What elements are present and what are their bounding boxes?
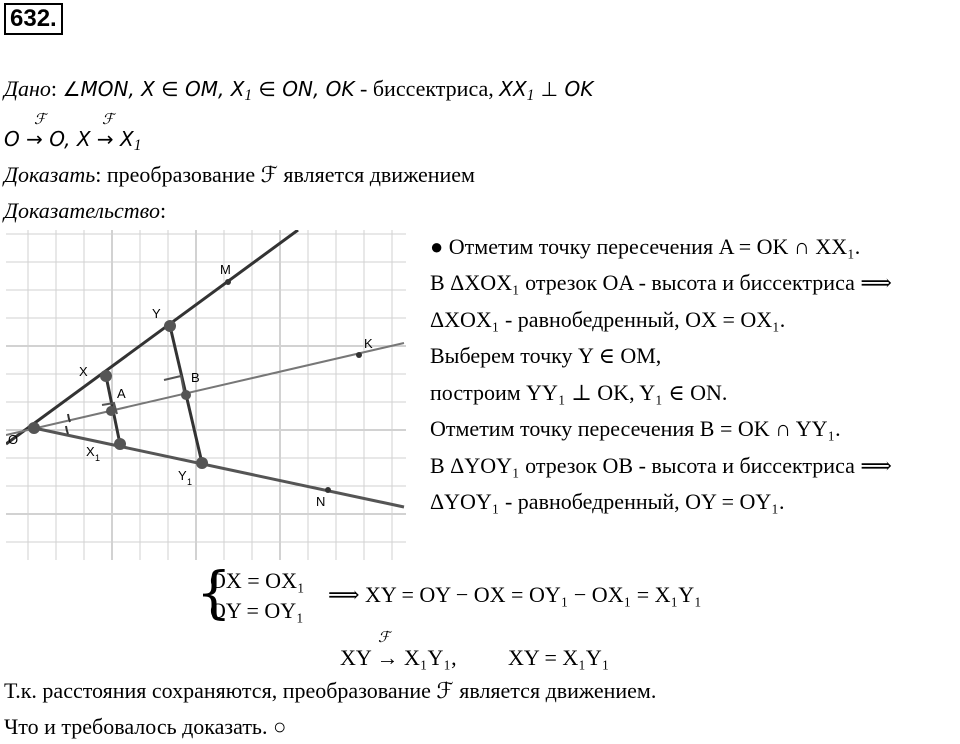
prove-line xyxy=(4,160,475,190)
point-y1 xyxy=(196,457,208,469)
label-y1-sub: 1 xyxy=(187,477,193,487)
mapping-f2: ℱ xyxy=(102,112,114,128)
proof-line-3: ΔXOX₁ - равнобедренный, OX = OX₁. xyxy=(430,307,786,332)
point-b xyxy=(181,390,191,400)
mapping2-right: XY = X₁Y₁ xyxy=(508,645,610,670)
proof-line-5: построим YY₁ ⊥ OK, Y₁ ∈ ON. xyxy=(430,380,728,405)
proof-line-7: В ΔYOY₁ отрезок OB - высота и биссектриса ⟹ xyxy=(430,453,892,478)
proof-line-4: Выберем точку Y ∈ OM, xyxy=(430,343,662,368)
given-sub2: 1 xyxy=(526,86,535,104)
mapping2-left: XY → X₁Y₁, xyxy=(340,645,457,670)
point-k xyxy=(356,352,362,358)
geometry-figure xyxy=(6,230,406,560)
proof-line-2: В ΔXOX₁ отрезок OA - высота и биссектриса ⟹ xyxy=(430,270,892,295)
point-o xyxy=(28,422,40,434)
point-y xyxy=(164,320,176,332)
mapping-f1: ℱ xyxy=(34,112,46,128)
label-y1: Y xyxy=(178,468,187,483)
right-angle-b xyxy=(164,376,184,392)
given-label: Дано xyxy=(4,76,51,101)
conclusion: Т.к. расстояния сохраняются, преобразование ℱ является движением. xyxy=(4,678,657,703)
system-result: ⟹ XY = OY − OX = OY₁ − OX₁ = X₁Y₁ xyxy=(328,582,702,607)
qed: Что и требовалось доказать. ○ xyxy=(4,714,287,739)
system-row-1: OX = OX₁ xyxy=(210,568,305,593)
label-y: Y xyxy=(152,306,161,321)
label-a: A xyxy=(117,386,126,401)
mapping-sub: 1 xyxy=(133,136,142,154)
given-math3: XX xyxy=(499,77,527,101)
ray-ok xyxy=(6,343,404,435)
proof-line-8: ΔYOY₁ - равнобедренный, OY = OY₁. xyxy=(430,489,785,514)
label-x1: X xyxy=(86,444,95,459)
label-b: B xyxy=(191,370,200,385)
proof-label-line: Доказательство: xyxy=(4,198,167,223)
label-o: O xyxy=(8,432,19,447)
given-math4: ⊥ OK xyxy=(534,77,594,101)
proof-line-1: ● Отметим точку пересечения A = OK ∩ XX₁. xyxy=(430,234,861,259)
given-text: - биссектриса, xyxy=(354,76,500,101)
given-math: ∠MON, X ∈ OM, X xyxy=(62,77,245,101)
label-m: M xyxy=(220,262,231,277)
mapping-text: O → O, X → X xyxy=(4,127,134,151)
label-x: X xyxy=(79,364,88,379)
prove-text: : преобразование ℱ является движением xyxy=(95,162,475,187)
given-line: Дано: ∠MON, X ∈ OM, $X_1$ ∈ ON, OK - биссектриса, $XX_1$ ⊥ OK xyxy=(4,76,594,104)
given-sub1: 1 xyxy=(244,86,253,104)
label-x1-sub: 1 xyxy=(95,453,101,463)
problem-number: 632. xyxy=(4,3,63,35)
given-math2: ∈ ON, OK xyxy=(252,77,355,101)
mapping2-f: ℱ xyxy=(378,630,390,646)
point-x xyxy=(100,370,112,382)
mapping-line xyxy=(4,124,141,161)
point-m xyxy=(225,279,231,285)
system-brace: { xyxy=(196,561,232,626)
grid xyxy=(6,230,406,560)
point-n xyxy=(325,487,331,493)
prove-label: Доказать xyxy=(4,162,96,187)
label-k: K xyxy=(364,336,373,351)
system-row-2: OY = OY₁ xyxy=(210,598,304,623)
point-a xyxy=(106,406,116,416)
ray-on xyxy=(34,428,404,507)
proof-line-6: Отметим точку пересечения B = OK ∩ YY₁. xyxy=(430,416,841,441)
point-x1 xyxy=(114,438,126,450)
proof-label: Доказательство xyxy=(4,198,160,223)
label-n: N xyxy=(316,494,326,509)
